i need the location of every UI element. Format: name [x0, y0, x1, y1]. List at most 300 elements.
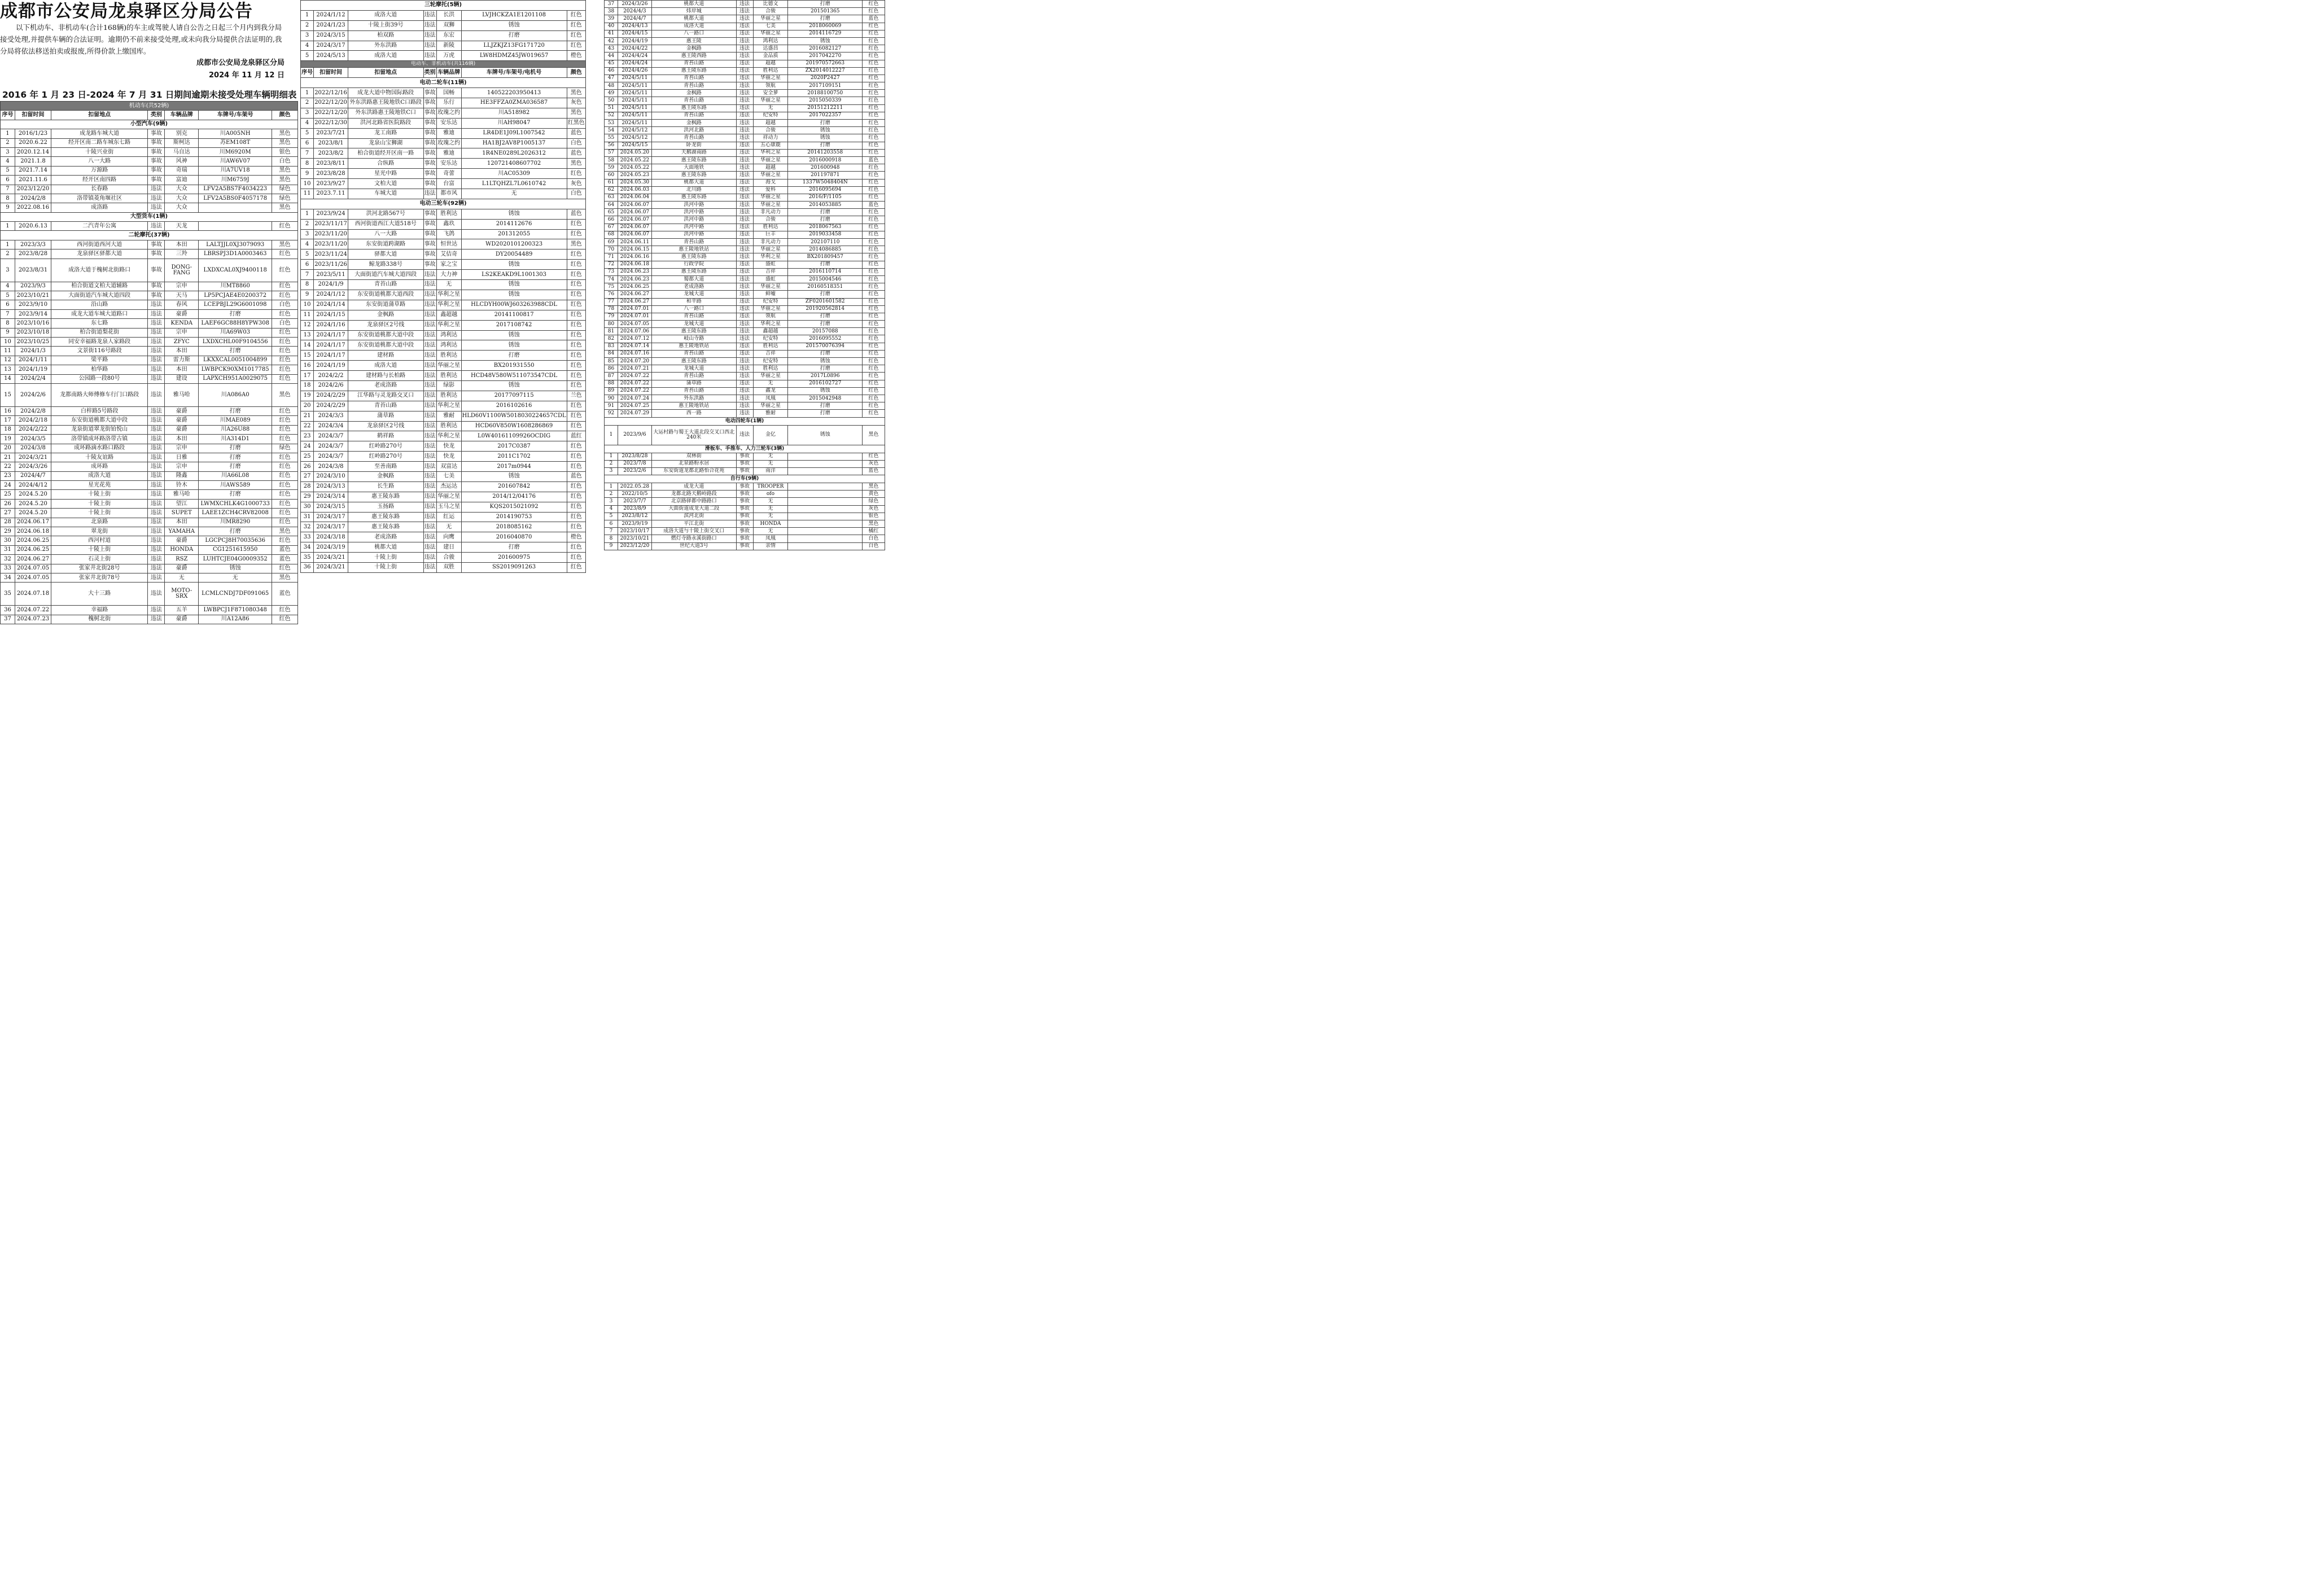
detain-location: 蒲草路 [651, 380, 736, 387]
plate-vin: 打磨 [788, 365, 863, 373]
detain-location: 江华路与灵龙路交叉口 [348, 391, 423, 401]
table-row [1, 129, 298, 138]
detain-location: 大面街道成龙大道二段 [651, 505, 736, 513]
detain-date: 2024.5.20 [15, 499, 51, 508]
table-row [301, 280, 586, 290]
row-number: 86 [605, 365, 618, 373]
plate-vin: LLJZKJZ13FG171720 [461, 41, 567, 51]
table-row [1, 545, 298, 554]
plate-vin: 2017C0387 [461, 441, 567, 452]
vehicle-color: 红色 [863, 97, 885, 104]
vehicle-color: 红色 [863, 321, 885, 328]
table-row [301, 492, 586, 502]
row-number: 21 [1, 453, 15, 462]
vehicle-brand: 华丽之星 [753, 402, 788, 410]
table-row [605, 8, 885, 15]
vehicle-brand: 本田 [165, 347, 199, 356]
vehicle-brand: 本田 [165, 365, 199, 374]
detain-date: 2024.05.22 [618, 156, 651, 164]
vehicle-brand: 海戈 [753, 179, 788, 186]
row-number: 83 [605, 343, 618, 350]
plate-vin: SS2019091263 [461, 562, 567, 572]
detain-location: 洪河中路 [651, 216, 736, 224]
detain-date: 2023/8/28 [314, 169, 348, 179]
vehicle-brand: 华丽之星 [753, 246, 788, 253]
detain-location: 鲸龙路338号 [348, 260, 423, 270]
vehicle-brand: 合骏 [753, 8, 788, 15]
detain-location: 柏合街道经开区南一路 [348, 148, 423, 159]
detain-date: 2023/8/1 [314, 138, 348, 148]
table-row [1, 444, 298, 453]
category: 事故 [423, 118, 436, 128]
category: 违法 [736, 298, 753, 305]
table-row [1, 240, 298, 249]
detain-location: 东安街道跨湖路 [348, 239, 423, 249]
table-row [605, 387, 885, 395]
detain-location: 西一路 [651, 410, 736, 417]
detain-location: 惠王陵东路 [651, 104, 736, 112]
table-row [301, 128, 586, 138]
detain-date: 2024/1/17 [314, 351, 348, 361]
table-row [1, 490, 298, 499]
vehicle-color: 红色 [567, 542, 585, 553]
detain-date: 2024/1/15 [314, 310, 348, 320]
category: 事故 [423, 219, 436, 229]
vehicle-color: 红色 [863, 8, 885, 15]
row-number: 26 [301, 462, 314, 472]
table-row [605, 283, 885, 291]
vehicle-color: 红色 [272, 462, 298, 471]
vehicle-brand: 雅耐 [753, 410, 788, 417]
category: 违法 [148, 300, 165, 309]
row-number: 9 [301, 290, 314, 300]
category: 违法 [148, 222, 165, 231]
vehicle-color: 黑色 [567, 159, 585, 169]
table-row [605, 373, 885, 380]
plate-vin: BX201931550 [461, 361, 567, 371]
row-number: 80 [605, 321, 618, 328]
detain-location: 十陵友谊路 [51, 453, 147, 462]
detain-date: 2024.06.03 [618, 186, 651, 194]
detain-date: 2023/11/20 [314, 229, 348, 239]
detain-location: 蒲草路 [348, 411, 423, 421]
vehicle-color: 红色 [863, 75, 885, 82]
vehicle-color: 红色 [567, 502, 585, 512]
category: 违法 [423, 340, 436, 351]
row-number: 39 [605, 15, 618, 23]
category-band-label: 电动车、非机动车(共116辆) [301, 61, 586, 68]
table-row [301, 118, 586, 128]
vehicle-color: 红色 [272, 328, 298, 337]
vehicle-color: 红色 [272, 435, 298, 444]
detain-location: 东安街道桃都大道中段 [348, 340, 423, 351]
detain-location: 鹤祥路 [348, 431, 423, 441]
category: 事故 [736, 513, 753, 520]
header-vehicle-brand: 车辆品牌 [436, 68, 461, 78]
row-number: 11 [301, 189, 314, 199]
vehicle-color: 红色 [272, 453, 298, 462]
vehicle-color: 蓝色 [567, 471, 585, 481]
vehicle-color: 红色 [863, 410, 885, 417]
row-number: 24 [301, 441, 314, 452]
vehicle-color: 红色 [863, 365, 885, 373]
plate-vin [788, 542, 863, 550]
row-number: 4 [605, 505, 618, 513]
row-number: 66 [605, 216, 618, 224]
plate-vin [788, 535, 863, 542]
table-row [605, 142, 885, 149]
detain-location: 惠王陵东路 [348, 512, 423, 522]
category: 事故 [148, 138, 165, 147]
detain-date: 2024.07.01 [618, 305, 651, 313]
table-row [1, 555, 298, 564]
row-number: 2 [301, 20, 314, 30]
detain-date: 2024.5.20 [15, 490, 51, 499]
category: 违法 [148, 606, 165, 615]
plate-vin: 打磨 [788, 261, 863, 268]
detain-date: 2024/4/13 [618, 23, 651, 30]
plate-vin: 打磨 [788, 209, 863, 216]
vehicle-brand: 无 [753, 513, 788, 520]
row-number: 1 [301, 10, 314, 20]
category: 违法 [736, 239, 753, 246]
detain-location: 十陵兴业街 [51, 147, 147, 156]
detain-date: 2024.06.27 [618, 291, 651, 298]
detain-date: 2023/9/27 [314, 179, 348, 189]
detain-location: 惠王陵东路 [651, 172, 736, 179]
vehicle-brand: 建设 [165, 374, 199, 383]
category: 违法 [148, 416, 165, 425]
vehicle-color: 红色 [272, 259, 298, 282]
vehicle-color: 红色 [863, 1, 885, 8]
table-row [1, 291, 298, 300]
category: 违法 [736, 90, 753, 97]
detain-location: 卧龙街 [651, 142, 736, 149]
vehicle-brand: 七美 [753, 23, 788, 30]
table-row [605, 112, 885, 119]
vehicle-brand: MOTO-SRX [165, 583, 199, 606]
category: 违法 [423, 10, 436, 20]
row-number: 59 [605, 164, 618, 172]
plate-vin: LAEE1ZCH4CRV82008 [199, 509, 272, 518]
table-row [301, 441, 586, 452]
table-row [605, 513, 885, 520]
detain-location: 东七路 [51, 319, 147, 328]
table-row [1, 138, 298, 147]
vehicle-brand: 华丽之星 [753, 373, 788, 380]
vehicle-color: 红色 [567, 380, 585, 391]
detain-date: 2024.06.07 [618, 202, 651, 209]
vehicle-brand: 亲情 [753, 542, 788, 550]
vehicle-brand: 凤凰 [753, 535, 788, 542]
vehicle-brand: 建日 [436, 542, 461, 553]
section-heading [605, 445, 885, 453]
detain-location: 洛带镇菱角堰社区 [51, 194, 147, 203]
category: 违法 [148, 518, 165, 527]
plate-vin: 1337W5048404N [788, 179, 863, 186]
vehicle-brand: 豪爵 [165, 425, 199, 434]
detain-location: 文景街116号路段 [51, 347, 147, 356]
column-3 [604, 0, 885, 550]
detain-location: 惠王陵 [651, 37, 736, 45]
category: 违法 [736, 120, 753, 127]
category: 违法 [423, 401, 436, 411]
table-row [605, 127, 885, 134]
header-vehicle-color: 颜色 [567, 68, 585, 78]
vehicle-color: 红色 [863, 142, 885, 149]
vehicle-color: 红色 [863, 172, 885, 179]
vehicle-color: 红色 [567, 411, 585, 421]
vehicle-brand: 快龙 [436, 441, 461, 452]
category: 违法 [736, 23, 753, 30]
row-number: 5 [1, 166, 15, 175]
table-row [605, 15, 885, 23]
vehicle-brand: 奇瑞 [165, 166, 199, 175]
vehicle-brand: 豪爵 [165, 536, 199, 545]
plate-vin: 打磨 [199, 347, 272, 356]
table-row [301, 462, 586, 472]
category: 违法 [736, 261, 753, 268]
category: 违法 [736, 52, 753, 60]
plate-vin: LBRSPJ3D1A0003463 [199, 249, 272, 259]
table-row [301, 270, 586, 280]
plate-vin: 川A005NH [199, 129, 272, 138]
row-number: 1 [605, 483, 618, 491]
vehicle-color: 蓝红 [567, 431, 585, 441]
category-band [301, 61, 586, 68]
vehicle-brand: 五心康鹿 [753, 142, 788, 149]
detain-location: 外东洪路 [651, 395, 736, 402]
plate-vin: 20141203558 [788, 149, 863, 156]
table-row [605, 149, 885, 156]
plate-vin: 打磨 [461, 30, 567, 41]
detain-location: 张家井北街28号 [51, 564, 147, 573]
detain-location: 十陵上街 [348, 562, 423, 572]
row-number: 9 [1, 328, 15, 337]
row-number: 7 [1, 185, 15, 194]
row-number: 10 [1, 337, 15, 346]
detain-location: 同安幸福路龙泉人家路段 [51, 337, 147, 346]
row-number: 8 [301, 280, 314, 290]
vehicle-brand: 豪爵 [165, 406, 199, 415]
detain-date: 2023/11/17 [314, 219, 348, 229]
category: 违法 [148, 490, 165, 499]
table-row [1, 374, 298, 383]
category: 违法 [148, 509, 165, 518]
detain-location: 洪河中路 [651, 231, 736, 238]
row-number: 34 [301, 542, 314, 553]
row-number: 49 [605, 90, 618, 97]
vehicle-brand: 恒世达 [436, 239, 461, 249]
vehicle-color: 红色 [272, 337, 298, 346]
vehicle-color: 红色 [863, 395, 885, 402]
row-number: 42 [605, 37, 618, 45]
vehicle-color: 灰色 [567, 179, 585, 189]
vehicle-color: 红色 [863, 194, 885, 201]
detain-location: 金枫路 [651, 90, 736, 97]
plate-vin: 2015050339 [788, 97, 863, 104]
detain-date: 2024/1/14 [314, 300, 348, 310]
vehicle-brand: 鑫玖 [436, 219, 461, 229]
category: 违法 [736, 15, 753, 23]
row-number: 25 [301, 452, 314, 462]
table-row [1, 185, 298, 194]
detain-location: 双林街 [651, 453, 736, 460]
vehicle-brand: 非凡动力 [753, 209, 788, 216]
vehicle-color: 橙色 [567, 532, 585, 542]
detain-date: 2024/2/2 [314, 371, 348, 381]
category: 违法 [736, 283, 753, 291]
detain-date: 2024/5/13 [314, 51, 348, 61]
category: 违法 [423, 371, 436, 381]
row-number: 15 [301, 351, 314, 361]
table-row [301, 179, 586, 189]
category: 事故 [736, 491, 753, 498]
vehicle-brand: 都市风 [436, 189, 461, 199]
vehicle-color: 红色 [863, 343, 885, 350]
vehicle-brand: 华丽之星 [436, 492, 461, 502]
category: 事故 [148, 166, 165, 175]
header-row-number: 序号 [1, 111, 15, 120]
category: 事故 [148, 147, 165, 156]
vehicle-brand: 华利之星 [436, 320, 461, 330]
detain-location: 龙城大道 [651, 291, 736, 298]
detain-date: 2024.06.07 [618, 216, 651, 224]
category: 违法 [736, 67, 753, 75]
detain-date: 2023/10/18 [15, 328, 51, 337]
plate-vin: 2017m0944 [461, 462, 567, 472]
row-number: 56 [605, 142, 618, 149]
vehicle-brand: 玫瑰之约 [436, 138, 461, 148]
category: 违法 [736, 275, 753, 283]
plate-vin: 川A66L08 [199, 471, 272, 480]
row-number: 74 [605, 275, 618, 283]
table-row [301, 371, 586, 381]
detain-date: 2024.06.25 [618, 283, 651, 291]
plate-vin: 2016102616 [461, 401, 567, 411]
plate-vin: 2016095694 [788, 186, 863, 194]
row-number: 27 [301, 471, 314, 481]
row-number: 30 [1, 536, 15, 545]
category: 事故 [423, 249, 436, 260]
detain-location: 成洛大道 [348, 10, 423, 20]
detain-date: 2024/3/10 [314, 471, 348, 481]
plate-vin: 锈蚀 [461, 471, 567, 481]
vehicle-color: 兰色 [567, 391, 585, 401]
detain-date: 2024/1/16 [314, 320, 348, 330]
vehicle-color: 红色 [863, 224, 885, 231]
table-row [605, 231, 885, 238]
vehicle-color: 红色 [272, 509, 298, 518]
plate-vin: 2016082127 [788, 45, 863, 52]
table-row [605, 365, 885, 373]
table-row [301, 219, 586, 229]
detain-location: 青苔山路 [651, 373, 736, 380]
detain-location: 洪河中路 [651, 224, 736, 231]
detain-date: 2024/2/8 [15, 194, 51, 203]
detain-location: 青苔山路 [651, 75, 736, 82]
detain-location: 惠王陵东路 [651, 156, 736, 164]
row-number: 54 [605, 127, 618, 134]
plate-vin: 2014112676 [461, 219, 567, 229]
row-number: 53 [605, 120, 618, 127]
category: 违法 [423, 452, 436, 462]
vehicle-color: 红色 [567, 290, 585, 300]
detain-date: 2021.1.8 [15, 157, 51, 166]
detain-location: 洛带镇成环路洛带古镇 [51, 435, 147, 444]
plate-vin: 锈蚀 [461, 20, 567, 30]
vehicle-brand: KENDA [165, 319, 199, 328]
detain-date: 2024/3/4 [314, 421, 348, 431]
table-row [605, 179, 885, 186]
row-number: 27 [1, 509, 15, 518]
detain-date: 2024.05.20 [618, 149, 651, 156]
detain-date: 2024/2/4 [15, 374, 51, 383]
table-row [1, 319, 298, 328]
category: 事故 [423, 98, 436, 108]
row-number: 87 [605, 373, 618, 380]
detain-location: 二汽青年公寓 [51, 222, 147, 231]
table-row [301, 502, 586, 512]
vehicle-color: 红色 [863, 60, 885, 67]
detain-date: 2024/3/7 [314, 452, 348, 462]
detain-location: 惠王陵西路 [651, 52, 736, 60]
row-number: 40 [605, 23, 618, 30]
detain-date: 2024.07.01 [618, 313, 651, 320]
detain-location: 龙工南路 [348, 128, 423, 138]
vehicle-color: 黑色 [272, 240, 298, 249]
detain-location: 柏双路 [348, 30, 423, 41]
vehicle-color: 绿色 [272, 444, 298, 453]
detain-location: 惠王陵地铁站 [651, 402, 736, 410]
vehicle-brand: YAMAHA [165, 527, 199, 536]
plate-vin: 2020P2427 [788, 75, 863, 82]
header-plate-vin: 车牌号/车架号 [199, 111, 272, 120]
row-number: 34 [1, 573, 15, 582]
plate-vin: 2018060069 [788, 23, 863, 30]
plate-vin: 201920562814 [788, 305, 863, 313]
row-number: 18 [1, 425, 15, 434]
table-row [1, 249, 298, 259]
category: 违法 [423, 562, 436, 572]
row-number: 2 [1, 138, 15, 147]
detain-date: 2024/4/7 [618, 15, 651, 23]
table-row [605, 246, 885, 253]
row-number: 22 [1, 462, 15, 471]
detain-date: 2024.05.22 [618, 164, 651, 172]
row-number: 28 [1, 518, 15, 527]
table-row [1, 615, 298, 624]
plate-vin: 打磨 [788, 350, 863, 357]
row-number: 2 [605, 460, 618, 467]
vehicle-color: 红色 [863, 23, 885, 30]
row-number: 1 [605, 425, 618, 445]
vehicle-brand: 大力神 [436, 270, 461, 280]
vehicle-color: 红色 [272, 564, 298, 573]
table-row [1, 147, 298, 156]
vehicle-brand: 雅马哈 [165, 490, 199, 499]
vehicle-color: 黑色 [567, 239, 585, 249]
detain-location: 八一路口 [651, 30, 736, 37]
row-number: 11 [1, 347, 15, 356]
vehicle-brand: DONG-FANG [165, 259, 199, 282]
detain-location: 惠王陵东路 [651, 328, 736, 335]
table-row [301, 159, 586, 169]
vehicle-brand: 南洋 [753, 467, 788, 475]
category: 违法 [148, 481, 165, 490]
detain-date: 2024/1/12 [314, 290, 348, 300]
vehicle-color: 黄色 [863, 491, 885, 498]
